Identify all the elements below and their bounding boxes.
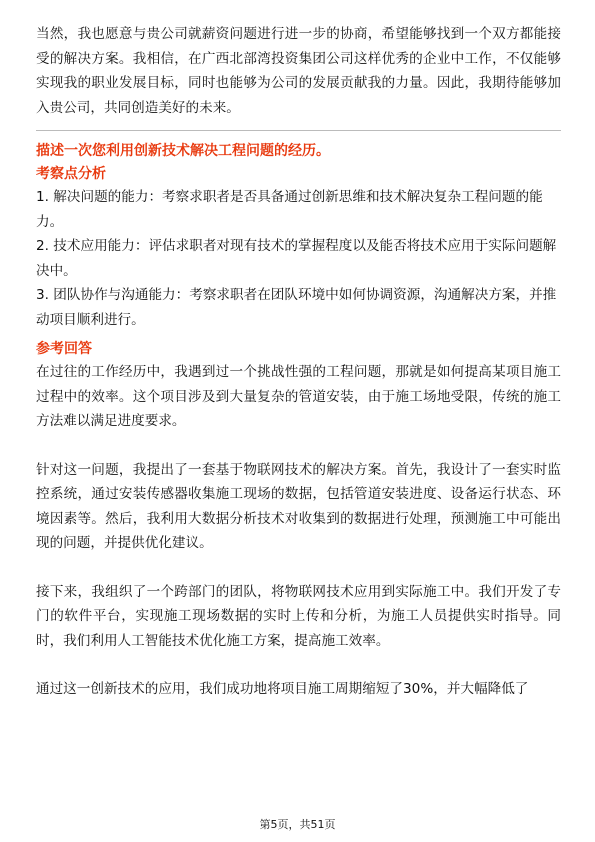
answer-paragraph-3: 接下来，我组织了一个跨部门的团队，将物联网技术应用到实际施工中。我们开发了专门的软件平台，实现施工现场数据的实时上传和分析，为施工人员提供实时指导。同时，我们利用人工智能技术优化施工方案，提高施工效率。 bbox=[36, 583, 561, 649]
page-content bbox=[36, 22, 561, 702]
answer-paragraph-1: 在过往的工作经历中，我遇到过一个挑战性强的工程问题，那就是如何提高某项目施工过程中的效率。这个项目涉及到大量复杂的管道安装，由于施工场地受限，传统的施工方法难以满足进度要求。 bbox=[36, 364, 561, 429]
answer-paragraph-2: 针对这一问题，我提出了一套基于物联网技术的解决方案。首先，我设计了一套实时监控系统，通过安装传感器收集施工现场的数据，包括管道安装进度、设备运行状态、环境因素等。然后，我利用大数据分析技术对收集到的数据进行处理，预测施工中可能出现的问题，并提供优化建议。 bbox=[36, 461, 561, 551]
page-number-footer: 第5页，共51页 bbox=[259, 818, 336, 831]
analysis-item-1: 1. 解决问题的能力：考察求职者是否具备通过创新思维和技术解决复杂工程问题的能力。 bbox=[36, 189, 543, 230]
analysis-item-3: 3. 团队协作与沟通能力：考察求职者在团队环境中如何协调资源，沟通解决方案，并推动项目顺利进行。 bbox=[36, 287, 557, 328]
intro-paragraph: 当然，我也愿意与贵公司就薪资问题进行进一步的协商，希望能够找到一个双方都能接受的解决方案。我相信，在广西北部湾投资集团公司这样优秀的企业中工作，不仅能够实现我的职业发展目标，同时也能够为公司的发展贡献我的力量。因此，我期待能够加入贵公司，共同创造美好的未来。 bbox=[36, 26, 561, 116]
answer-heading: 参考回答 bbox=[36, 341, 92, 357]
answer-paragraph-4: 通过这一创新技术的应用，我们成功地将项目施工周期缩短了30%，并大幅降低了 bbox=[36, 681, 529, 697]
analysis-heading: 考察点分析 bbox=[36, 166, 106, 182]
question-title: 描述一次您利用创新技术解决工程问题的经历。 bbox=[36, 143, 330, 159]
analysis-item-2: 2. 技术应用能力：评估求职者对现有技术的掌握程度以及能否将技术应用于实际问题解决中。 bbox=[36, 238, 557, 279]
section-divider bbox=[36, 130, 561, 131]
